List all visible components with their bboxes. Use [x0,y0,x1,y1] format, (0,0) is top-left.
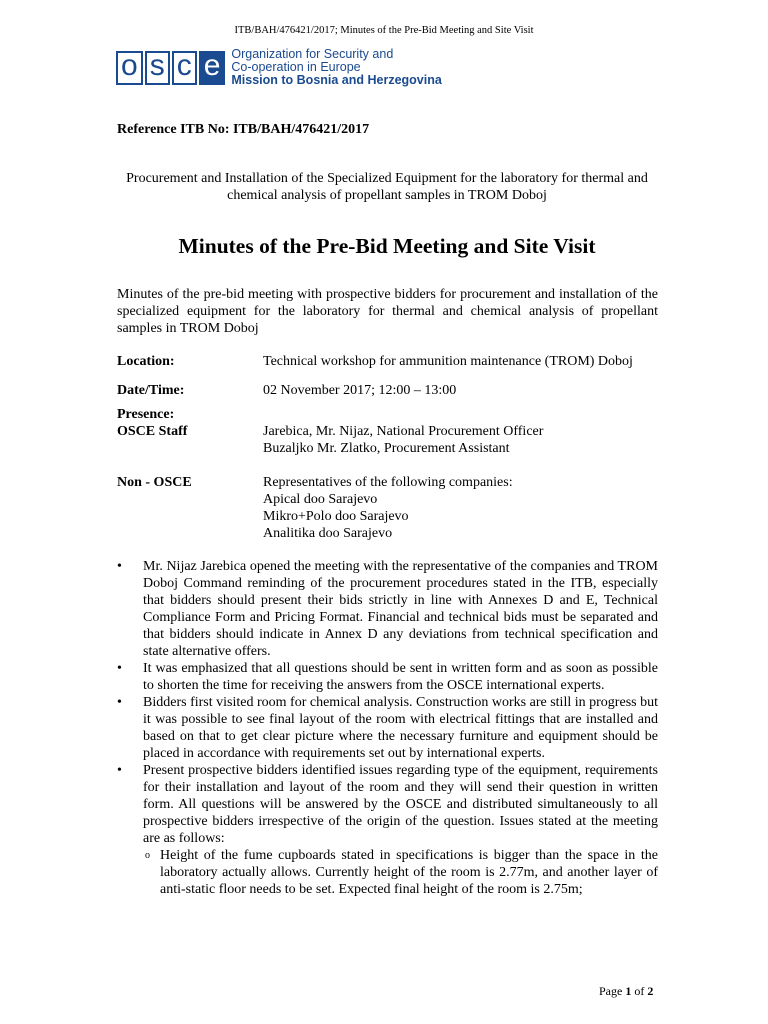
page-title: Minutes of the Pre-Bid Meeting and Site Visit [178,234,596,258]
logo-line-1: Organization for Security and [231,47,394,61]
location-label: Location: [117,354,175,369]
logo-letter-e: e [199,51,226,85]
hollow-circle-bullet-icon: o [145,850,150,861]
logo-organization-text [231,48,441,87]
logo-letter-o: o [116,51,143,85]
sub-list-item [117,847,658,898]
non-osce-item: Analitika doo Sarajevo [263,526,393,541]
bullet-icon: • [117,661,122,676]
non-osce-item: Apical doo Sarajevo [263,492,378,507]
presence-label: Presence: [117,407,175,422]
osce-staff-label: OSCE Staff [117,424,188,439]
bullet-icon: • [117,763,122,778]
osce-logo [116,48,442,87]
running-header: ITB/BAH/476421/2017; Minutes of the Pre-Bid Meeting and Site Visit [234,25,534,36]
logo-line-2: Co-operation in Europe [231,60,361,74]
osce-staff-list [263,423,683,457]
list-item [117,558,658,660]
reference-number: Reference ITB No: ITB/BAH/476421/2017 [117,122,370,137]
page-footer [599,984,653,999]
logo-letter-c: c [172,51,197,85]
non-osce-list [263,474,683,542]
page-current: 1 [625,984,632,998]
subject-line: Procurement and Installation of the Specialized Equipment for the laboratory for thermal and chemical analysis of propellant samples in TROM Doboj [126,171,648,203]
bullet-text: Mr. Nijaz Jarebica opened the meeting with the representative of the companies and TROM Doboj Command reminding of the procurement procedures stated in the ITB, especially that bidders should present their bids strictly in line with Annexes D and E, Technical Compliance Form and Pricing Format. Financial and technical bids must be separated and that bidders should indicate in Annex D any deviations from technical specification and state alternative offers. [143,559,658,659]
list-item [117,762,658,847]
logo-line-3: Mission to Bosnia and Herzegovina [231,73,442,87]
bullet-icon: • [117,559,122,574]
list-item [117,660,658,694]
bullet-list [117,558,658,898]
bullet-text: Present prospective bidders identified issues regarding type of the equipment, requirements for their installation and layout of the room and they will send their question in written form. All questions will be answered by the OSCE and distributed simultaneously to all prospective bidders irrespective of the origin of the question. Issues stated at the meeting are as follows: [143,763,658,846]
logo-letter-s: s [145,51,170,85]
datetime-label: Date/Time: [117,383,185,398]
non-osce-item: Mikro+Polo doo Sarajevo [263,509,409,524]
list-item [117,694,658,762]
of-word: of [634,984,645,998]
bullet-text: Bidders first visited room for chemical analysis. Construction works are still in progress but it was possible to see final layout of the room with electrical fittings that are installed and based on that to get clear picture where the necessary furniture and equipment should be placed in accordance with requirements set out by international experts. [143,695,658,761]
osce-staff-item: Buzaljko Mr. Zlatko, Procurement Assistant [263,441,510,456]
bullet-text: It was emphasized that all questions should be sent in written form and as soon as possible to shorten the time for receiving the answers from the OSCE international experts. [143,661,658,693]
non-osce-item: Representatives of the following companies: [263,475,513,490]
location-value: Technical workshop for ammunition maintenance (TROM) Doboj [263,354,633,369]
datetime-value: 02 November 2017; 12:00 – 13:00 [263,383,457,398]
page-word: Page [599,984,623,998]
osce-staff-item: Jarebica, Mr. Nijaz, National Procurement Officer [263,424,544,439]
bullet-icon: • [117,695,122,710]
intro-paragraph: Minutes of the pre-bid meeting with prospective bidders for procurement and installation of the specialized equipment for the laboratory for thermal and chemical analysis of propellant samples in TROM Doboj [117,287,658,336]
osce-letter-boxes [116,48,225,85]
sub-bullet-text: Height of the fume cupboards stated in specifications is bigger than the space in the laboratory actually allows. Currently height of the room is 2.77m, and another layer of anti-static floor needs to be set. Expected final height of the room is 2.75m; [160,848,658,897]
non-osce-label: Non - OSCE [117,475,192,490]
page-total: 2 [647,984,654,998]
